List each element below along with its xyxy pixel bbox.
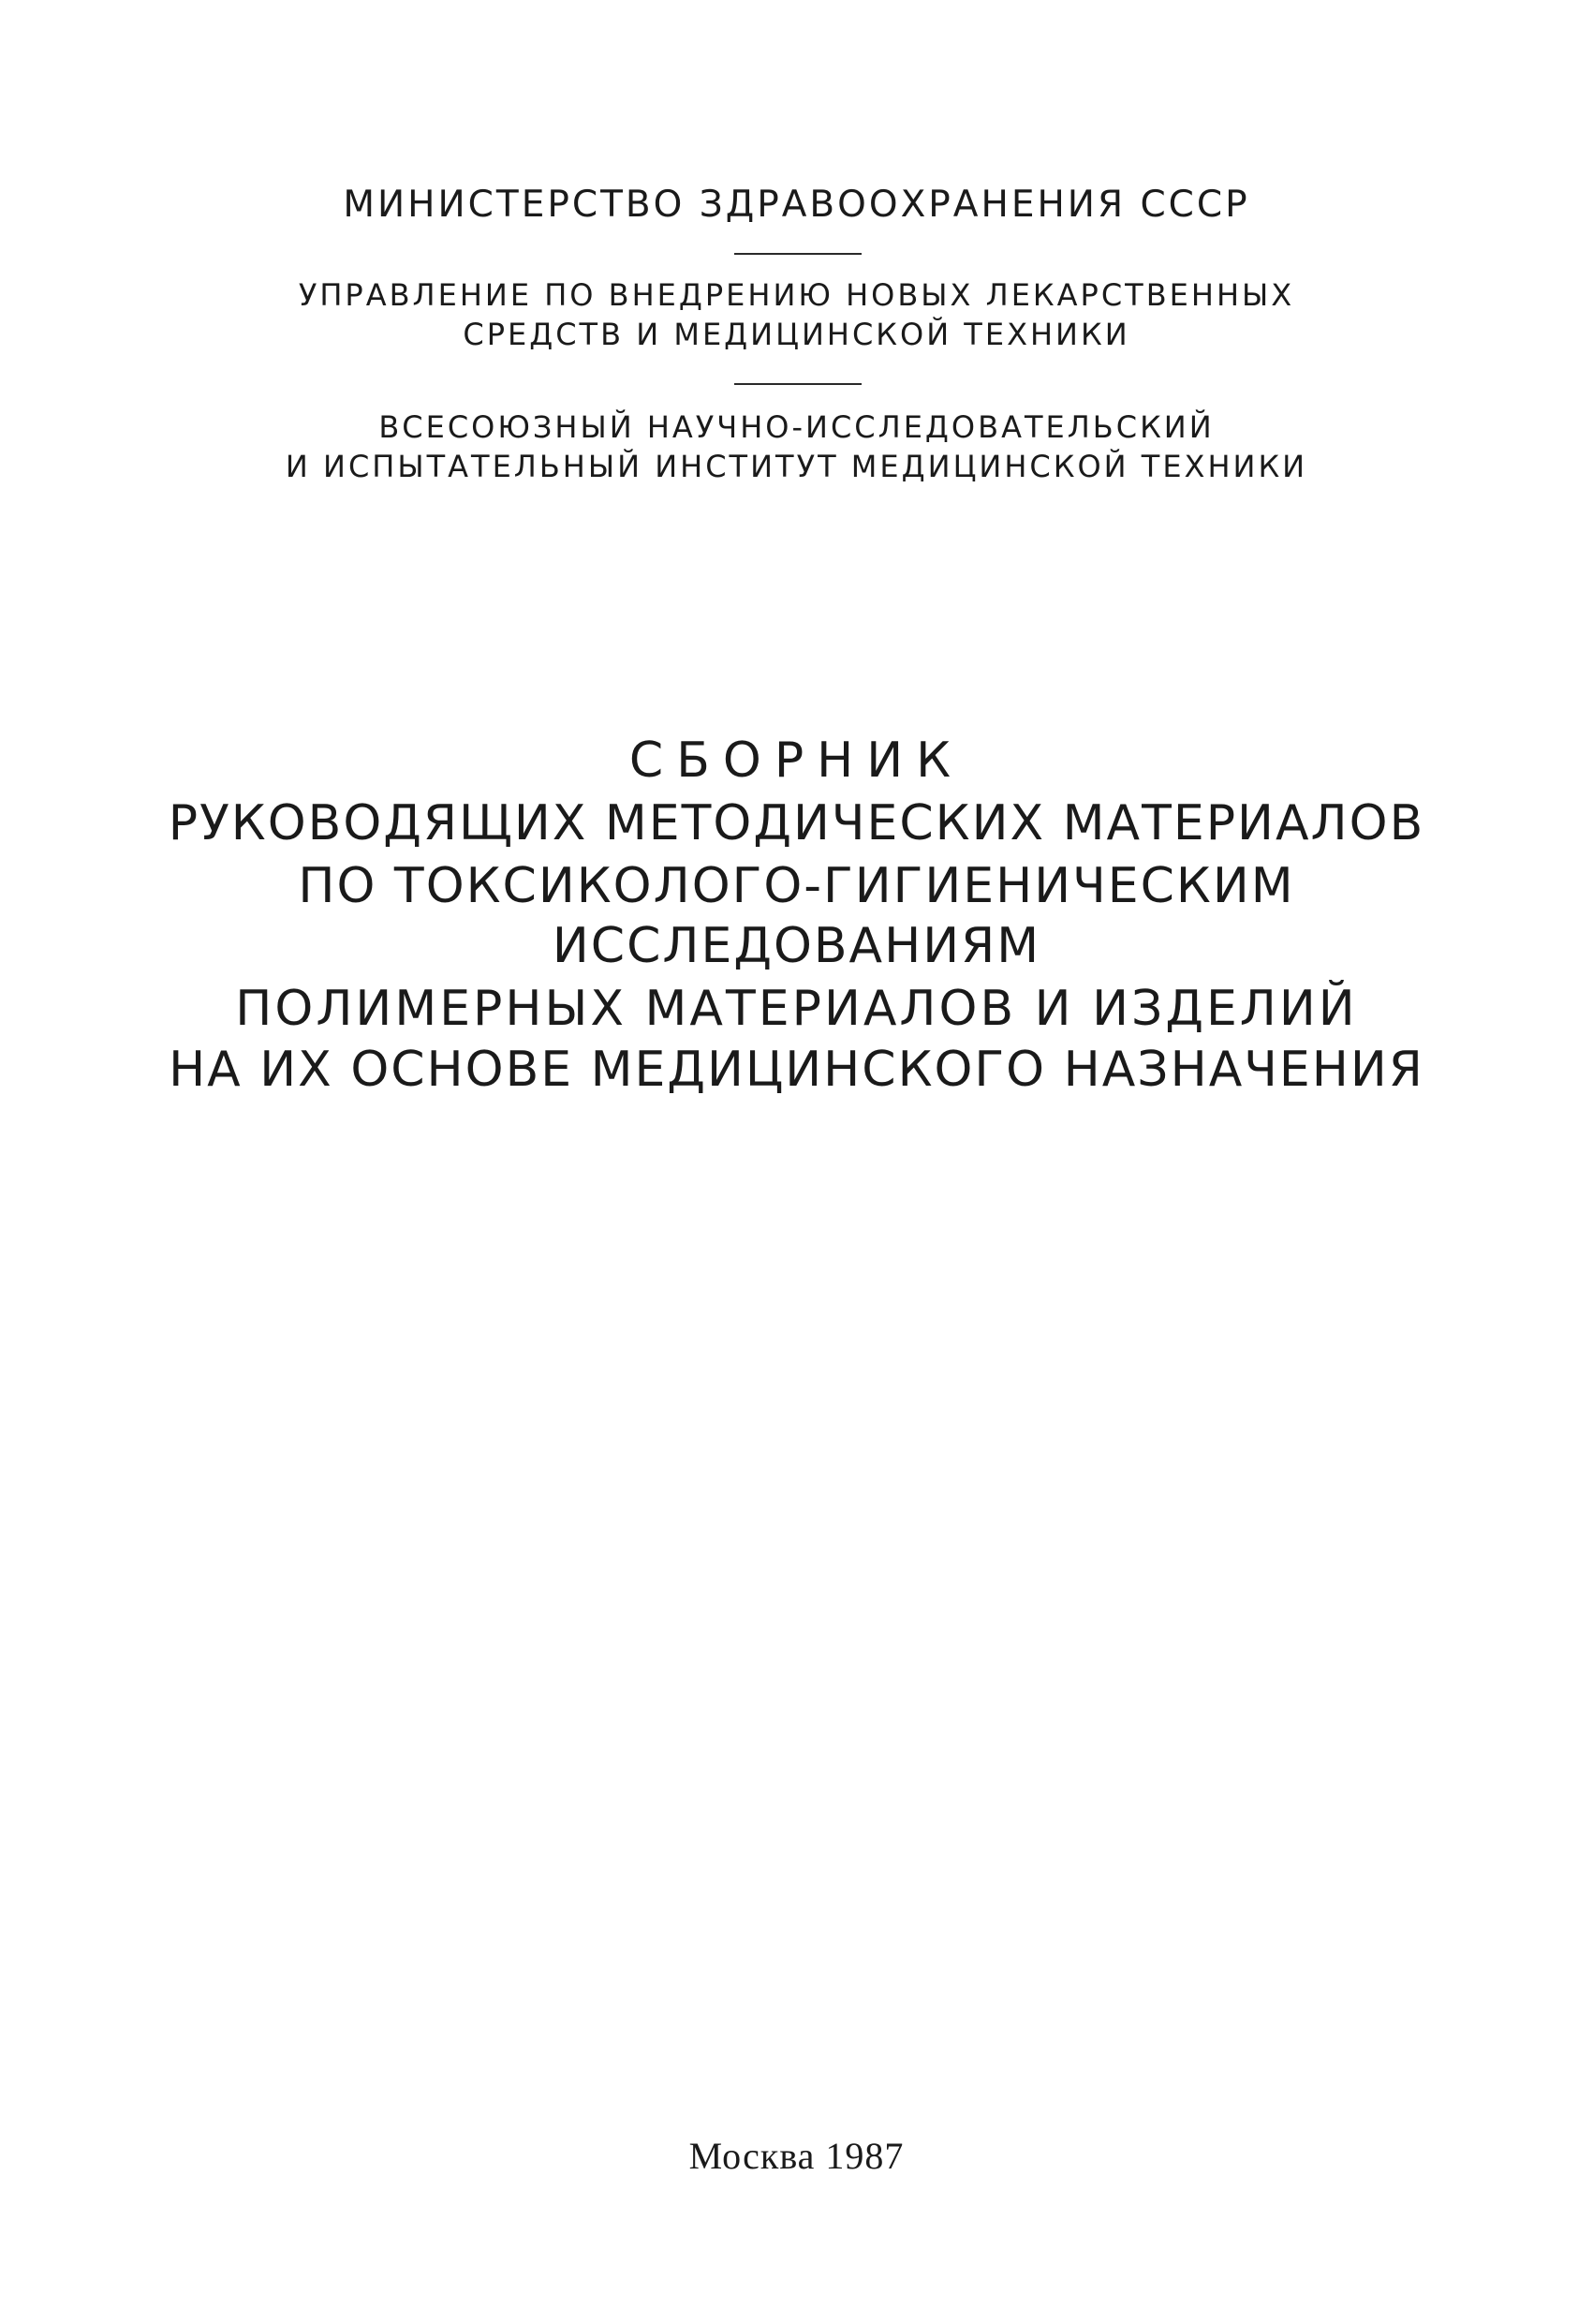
institute-name-line-2: И ИСПЫТАТЕЛЬНЫЙ ИНСТИТУТ МЕДИЦИНСКОЙ ТЕХНИКИ — [285, 449, 1308, 484]
imprint-place-year: Москва 1987 — [688, 2135, 905, 2177]
book-title-line-6: НА ИХ ОСНОВЕ МЕДИЦИНСКОГО НАЗНАЧЕНИЯ — [169, 1042, 1424, 1098]
book-title-line-2: РУКОВОДЯЩИХ МЕТОДИЧЕСКИХ МАТЕРИАЛОВ — [168, 795, 1425, 851]
divider-rule — [734, 253, 862, 255]
book-title-line-4: ИССЛЕДОВАНИЯМ — [552, 918, 1041, 974]
book-title-line-5: ПОЛИМЕРНЫХ МАТЕРИАЛОВ И ИЗДЕЛИЙ — [235, 981, 1358, 1037]
divider-rule — [734, 383, 862, 385]
institute-name-line-1: ВСЕСОЮЗНЫЙ НАУЧНО-ИССЛЕДОВАТЕЛЬСКИЙ — [378, 409, 1215, 445]
administration-name-line-2: СРЕДСТВ И МЕДИЦИНСКОЙ ТЕХНИКИ — [463, 317, 1130, 352]
book-title-line-1: СБОРНИК — [628, 733, 965, 789]
book-title-line-3: ПО ТОКСИКОЛОГО-ГИГИЕНИЧЕСКИМ — [298, 858, 1295, 914]
ministry-name: МИНИСТЕРСТВО ЗДРАВООХРАНЕНИЯ СССР — [343, 184, 1250, 226]
administration-name-line-1: УПРАВЛЕНИЕ ПО ВНЕДРЕНИЮ НОВЫХ ЛЕКАРСТВЕННЫХ — [298, 277, 1295, 313]
